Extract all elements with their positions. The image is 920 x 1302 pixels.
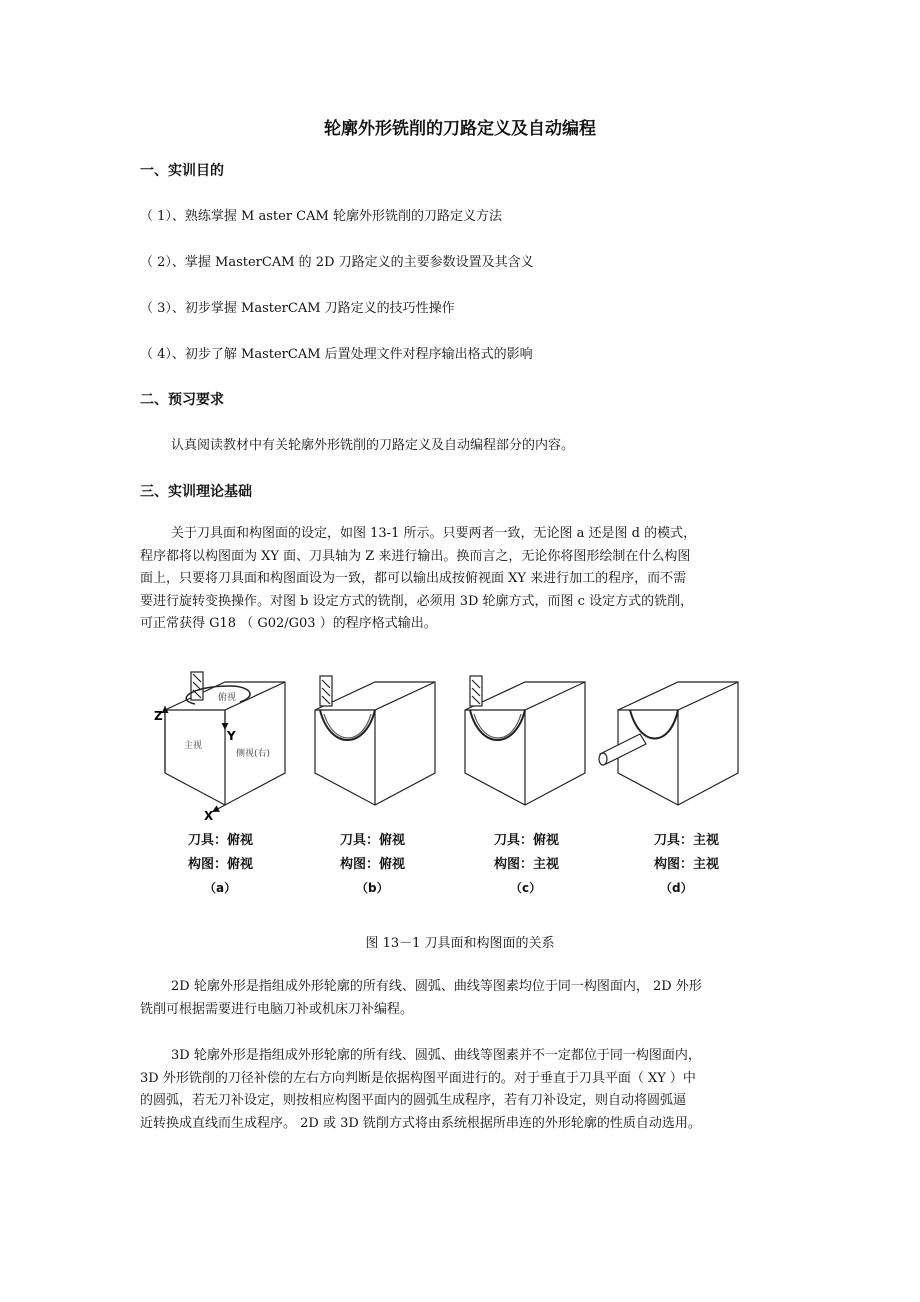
- section-heading-theory: 三、实训理论基础: [140, 484, 252, 500]
- text-line: 可正常获得 G18 （ G02/G03 ）的程序格式输出。: [140, 616, 437, 632]
- text-line: 2D 轮廓外形是指组成外形轮廓的所有线、圆弧、曲线等图素均位于同一构图面内， 2D 外形: [171, 979, 702, 994]
- section-heading-objectives: 一、实训目的: [140, 163, 224, 179]
- section-heading-preview: 二、预习要求: [140, 392, 224, 408]
- panel-c-tag: （c）: [510, 881, 542, 895]
- panel-b-tool: 刀具：俯视: [340, 833, 406, 848]
- text-line: 3D 外形铣削的刀径补偿的左右方向判断是依据构图平面进行的。对于垂直于刀具平面（ XY ）中: [140, 1070, 696, 1086]
- paragraph-3d-contour: [140, 1045, 800, 1135]
- panel-a-plane: 构图：俯视: [188, 857, 254, 872]
- face-label-top: 俯视: [218, 693, 237, 703]
- text-line: 3D 轮廓外形是指组成外形轮廓的所有线、圆弧、曲线等图素并不一定都位于同一构图面内，: [171, 1048, 701, 1063]
- panel-d-plane: 构图：主视: [654, 857, 720, 872]
- face-label-front: 主视: [184, 741, 203, 751]
- theory-paragraph: [140, 523, 800, 636]
- objective-item-4: （ 4）、初步了解 MasterCAM 后置处理文件对程序输出格式的影响: [140, 347, 533, 362]
- text-line: 关于刀具面和构图面的设定，如图 13-1 所示。只要两者一致，无论图 a 还是图 d 的模式，: [171, 526, 697, 541]
- objective-item-2: （ 2）、掌握 MasterCAM 的 2D 刀路定义的主要参数设置及其含义: [140, 255, 534, 270]
- tool-icon: [191, 672, 203, 700]
- panel-b-plane: 构图：俯视: [340, 857, 406, 872]
- cube-panel-b: [315, 676, 435, 805]
- paragraph-2d-contour: [140, 976, 800, 1021]
- preview-paragraph: 认真阅读教材中有关轮廓外形铣削的刀路定义及自动编程部分的内容。: [171, 438, 575, 453]
- panel-a-tag: （a）: [204, 881, 237, 895]
- text-line: 的圆弧，若无刀补设定，则按相应构图平面内的圆弧生成程序，若有刀补设定，则自动将圆弧逼: [140, 1093, 687, 1109]
- objective-item-1: （ 1）、熟练掌握 M aster CAM 轮廓外形铣削的刀路定义方法: [140, 209, 502, 224]
- panel-d-tag: （d）: [660, 881, 693, 895]
- panel-c-tool: 刀具：俯视: [494, 833, 560, 848]
- figure-tool-plane-diagram: [140, 660, 780, 900]
- cube-panel-c: [465, 676, 585, 805]
- axis-label-z: Z: [154, 709, 163, 723]
- cube-panel-d: [599, 682, 738, 805]
- figure-caption: 图 13－1 刀具面和构图面的关系: [365, 936, 555, 951]
- panel-c-plane: 构图：主视: [494, 857, 560, 872]
- text-line: 近转换成直线而生成程序。 2D 或 3D 铣削方式将由系统根据所串连的外形轮廓的性质自动选用。: [140, 1115, 701, 1131]
- text-line: 程序都将以构图面为 XY 面、刀具轴为 Z 来进行输出。换而言之，无论你将图形绘制在什么构图: [140, 548, 691, 564]
- axis-label-x: X: [204, 809, 214, 823]
- objective-item-3: （ 3）、初步掌握 MasterCAM 刀路定义的技巧性操作: [140, 301, 455, 316]
- text-line: 要进行旋转变换操作。对图 b 设定方式的铣削，必须用 3D 轮廓方式，而图 c 设定方式的铣削，: [140, 593, 694, 609]
- document-title: 轮廓外形铣削的刀路定义及自动编程: [324, 119, 596, 139]
- text-line: 面上，只要将刀具面和构图面设为一致，都可以输出成按俯视面 XY 来进行加工的程序，而不需: [140, 571, 687, 587]
- axis-label-y: Y: [227, 729, 236, 743]
- panel-b-tag: （b）: [356, 881, 389, 895]
- text-line: 铣削可根据需要进行电脑刀补或机床刀补编程。: [140, 1001, 414, 1017]
- face-label-side: 侧视(右): [236, 749, 271, 759]
- panel-d-tool: 刀具：主视: [654, 833, 720, 848]
- panel-a-tool: 刀具：俯视: [188, 833, 254, 848]
